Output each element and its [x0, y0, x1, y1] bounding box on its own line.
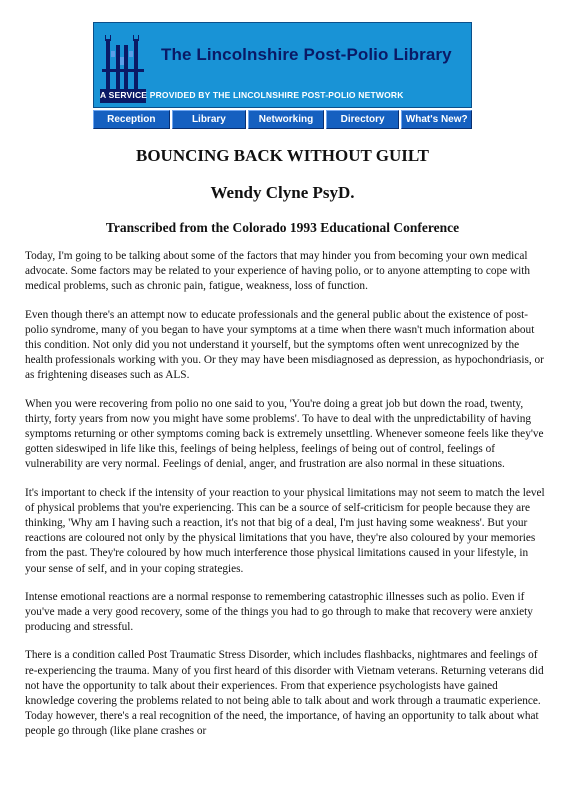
nav-directory[interactable]: Directory — [326, 110, 400, 129]
nav-library[interactable]: Library — [172, 110, 247, 129]
paragraph: It's important to check if the intensity of your reaction to your physical limitations may not seem to match the level of physical problems that you're experiencing. This can be a source of self-criticism for people because they are thinking, 'Why am I having such a reaction, it's not that big of a deal, I'm just having some weakness'. But your reactions are coloured not only by the physical limitations that you have, they're also coloured by your memories from the past. They're coloured by how much interference those physical limitations caused in your lifestyle, in your sense of self, and in your coping strategies. — [25, 486, 545, 575]
banner-subtitle: A SERVICE PROVIDED BY THE LINCOLNSHIRE POST-POLIO NETWORK — [100, 90, 404, 100]
paragraph: There is a condition called Post Traumatic Stress Disorder, which includes flashbacks, nightmares and feelings of re-experiencing the trauma. Many of you first heard of this disorder with Vietnam veterans. Returning veterans did not have the opportunity to talk about their experiences. From that experience psychologists have gained knowledge covering the problems related to not being able to talk about and work through a traumatic experience. Today however, there's a real recognition of the need, the importance, of having an opportunity to talk about what people go through (like plane crashes or — [25, 649, 544, 738]
paragraph: Even though there's an attempt now to educate professionals and the general public about the existence of post-polio syndrome, many of you began to have your symptoms at a time when there wasn't much information about this condition. Not only did you not understand it yourself, but the symptoms often went unrecognized by the health professionals working with you. Or they may have been misdiagnosed as depression, as hypochondriasis, or as frightening diseases such as ALS. — [25, 308, 544, 382]
article-title: BOUNCING BACK WITHOUT GUILT — [135, 146, 429, 165]
article-author: Wendy Clyne PsyD. — [210, 183, 355, 202]
paragraph: When you were recovering from polio no one said to you, 'You're doing a great job but down the road, twenty, thirty, forty years from now you might have some problems'. To have to deal with the unpredictability of having symptoms returning or other symptoms coming back is extremely unsettling. Whenever someone feels like they've gotten sideswiped in life like this, feelings of being helpless, feelings of being out of control, feelings of vulnerability are very normal. Feelings of denial, anger, and frustration are also normal in these situations. — [25, 397, 544, 471]
paragraph: Today, I'm going to be talking about some of the factors that may hinder you from becoming your own medical advocate. Some factors may be related to your experience of having polio, or to anyone attempting to cope with medical problems, such as chronic pain, fatigue, weakness, loss of function. — [25, 250, 531, 293]
nav-whats-new[interactable]: What's New? — [401, 110, 472, 129]
paragraph: Intense emotional reactions are a normal response to remembering catastrophic illnesses such as polio. Even if you've made a very good recovery, some of the things you had to go through to make that recovery were anxiety producing and stressful. — [25, 590, 533, 634]
nav-networking[interactable]: Networking — [248, 110, 324, 129]
nav-reception[interactable]: Reception — [93, 110, 170, 129]
site-banner[interactable] — [93, 22, 472, 108]
banner-title: The Lincolnshire Post-Polio Library — [161, 45, 452, 64]
article-body — [25, 249, 547, 753]
main-nav — [93, 110, 472, 129]
article-source: Transcribed from the Colorado 1993 Educational Conference — [105, 220, 460, 235]
